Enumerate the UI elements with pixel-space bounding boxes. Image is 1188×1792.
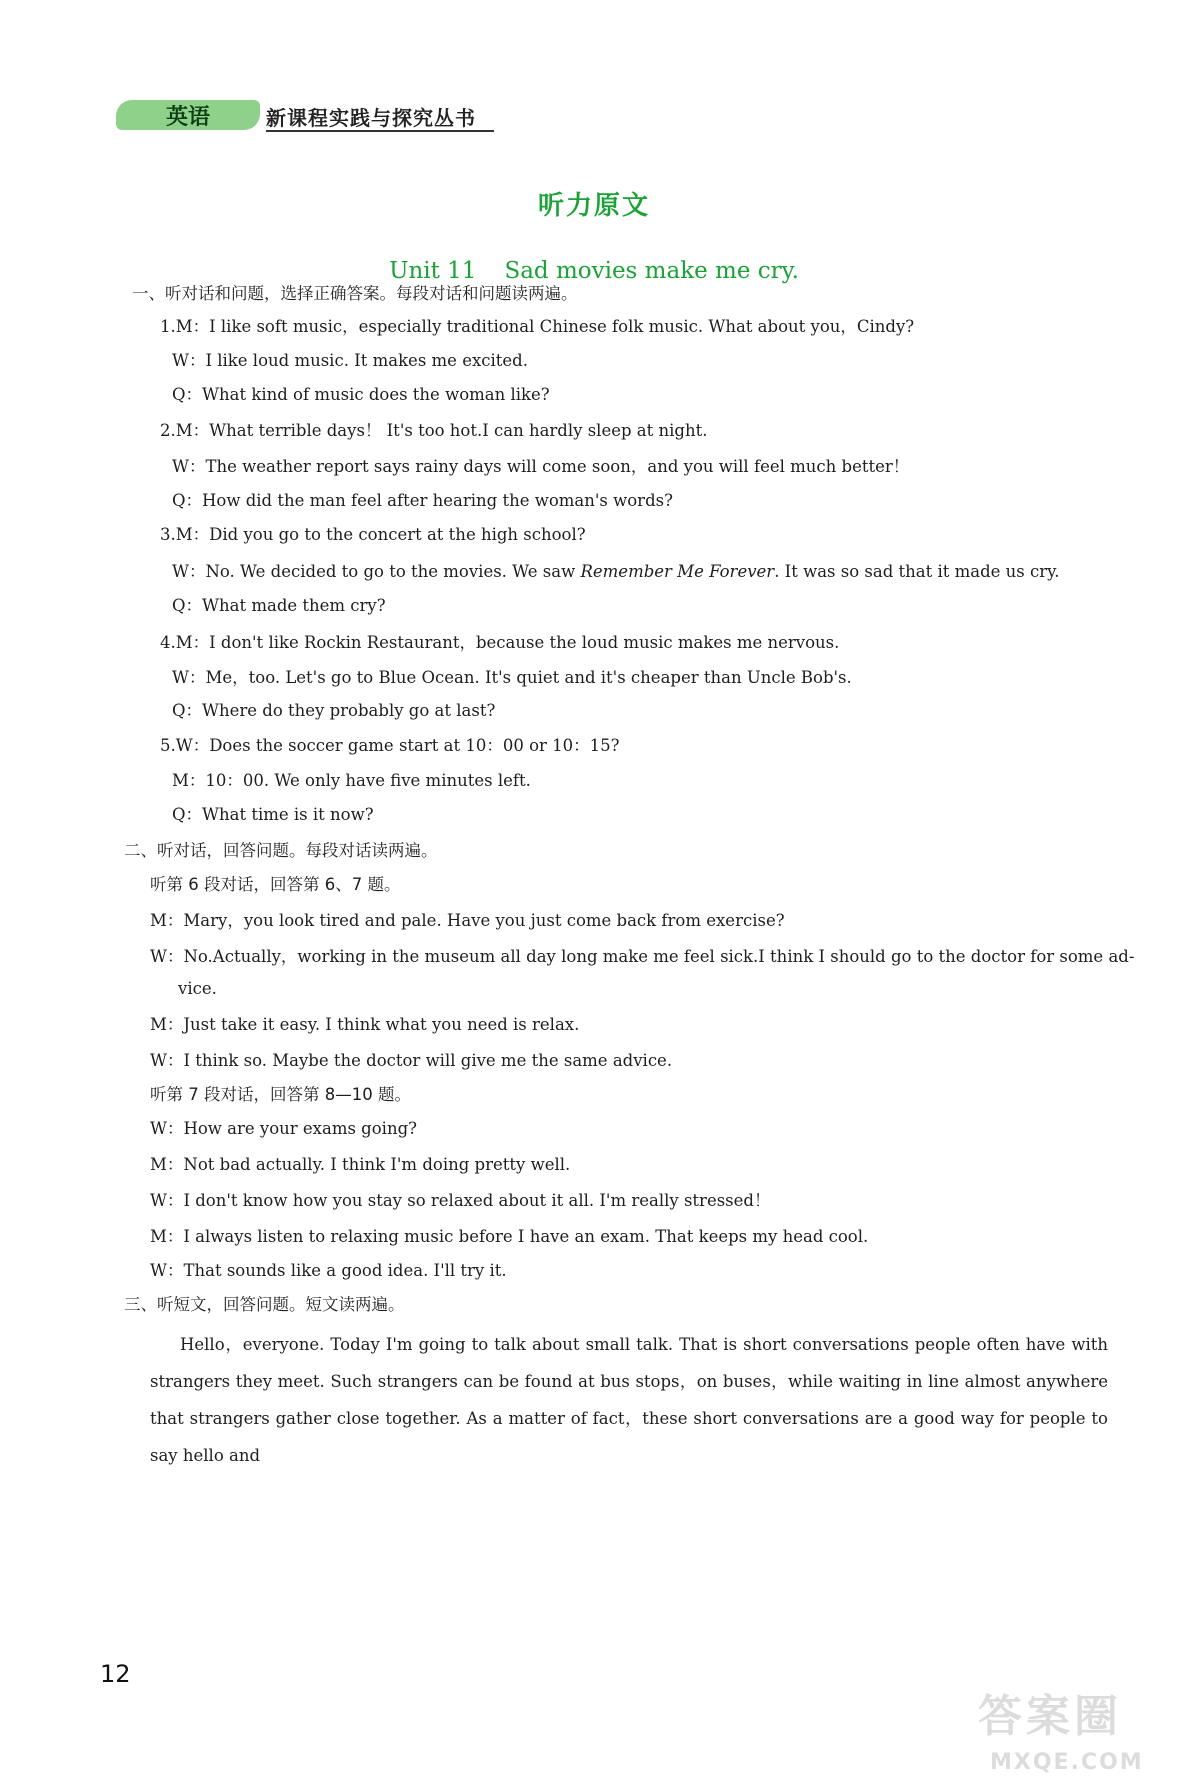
dialogue-line: 4.M：I don't like Rockin Restaurant，because the loud music makes me nervous. xyxy=(160,633,840,652)
dialogue-line: W：I don't know how you stay so relaxed about it all. I'm really stressed！ xyxy=(150,1191,771,1210)
dialogue-line: 1.M：I like soft music，especially traditional Chinese folk music. What about you，Cindy? xyxy=(160,317,915,336)
dialogue-line: W：I think so. Maybe the doctor will give me the same advice. xyxy=(150,1051,673,1070)
page-number: 12 xyxy=(100,1660,131,1688)
question-line: Q：What made them cry? xyxy=(172,596,386,615)
passage-text: Hello，everyone. Today I'm going to talk about small talk. That is short conversations people often have with strangers they meet. Such strangers can be found at bus stops，on buses，while waiting in line almost anywhere that strangers gather close together. As a matter of fact，these short conversations are a good way for people to say hello and xyxy=(150,1335,1108,1465)
dialogue-line: W：Me，too. Let's go to Blue Ocean. It's quiet and it's cheaper than Uncle Bob's. xyxy=(172,668,852,687)
dialogue-line: W：The weather report says rainy days will come soon，and you will feel much better！ xyxy=(172,457,910,476)
dialogue-line: W：No.Actually，working in the museum all day long make me feel sick.I think I should go to the doctor for some ad- xyxy=(150,947,1135,966)
dialogue-line: 5.W：Does the soccer game start at 10：00 or 10：15? xyxy=(160,736,620,755)
section3-heading: 三、听短文，回答问题。短文读两遍。 xyxy=(124,1295,405,1314)
unit-name: Sad movies make me cry. xyxy=(504,258,799,284)
dialogue-line: M：Mary，you look tired and pale. Have you just come back from exercise? xyxy=(150,911,785,930)
subject-tab: 英语 xyxy=(116,100,260,130)
dialogue-line: M：Not bad actually. I think I'm doing pretty well. xyxy=(150,1155,571,1174)
dialog7-intro: 听第 7 段对话，回答第 8—10 题。 xyxy=(150,1085,411,1104)
question-line: Q：What kind of music does the woman like? xyxy=(172,385,550,404)
dialogue-line: M：10：00. We only have five minutes left. xyxy=(172,771,531,790)
dialogue-line-continued: vice. xyxy=(178,979,217,998)
page-title: 听力原文 xyxy=(537,191,650,221)
section2-heading: 二、听对话，回答问题。每段对话读两遍。 xyxy=(124,841,438,860)
section1-heading: 一、听对话和问题，选择正确答案。每段对话和问题读两遍。 xyxy=(132,284,578,303)
dialog6-intro: 听第 6 段对话，回答第 6、7 题。 xyxy=(150,875,401,894)
series-name: 新课程实践与探究丛书 xyxy=(266,106,476,130)
dialogue-line: M：I always listen to relaxing music before I have an exam. That keeps my head cool. xyxy=(150,1227,869,1246)
watermark-logo: 答案圈 MXQE.COM xyxy=(978,1691,1144,1775)
dialogue-line: W：I like loud music. It makes me excited. xyxy=(172,351,528,370)
unit-number: Unit 11 xyxy=(389,258,477,284)
dialogue-line: 3.M：Did you go to the concert at the high school? xyxy=(160,525,586,544)
movie-title: Remember Me Forever xyxy=(580,562,775,581)
dialogue-line: W：No. We decided to go to the movies. We saw Remember Me Forever. It was so sad that it made us cry. xyxy=(172,562,1060,581)
question-line: Q：Where do they probably go at last? xyxy=(172,701,496,720)
dialogue-line: W：How are your exams going? xyxy=(150,1119,417,1138)
dialogue-line: 2.M：What terrible days！ It's too hot.I can hardly sleep at night. xyxy=(160,421,708,440)
question-line: Q：What time is it now? xyxy=(172,805,374,824)
dialogue-line: W：That sounds like a good idea. I'll try it. xyxy=(150,1261,507,1280)
dialogue-line: M：Just take it easy. I think what you need is relax. xyxy=(150,1015,580,1034)
question-line: Q：How did the man feel after hearing the woman's words? xyxy=(172,491,673,510)
